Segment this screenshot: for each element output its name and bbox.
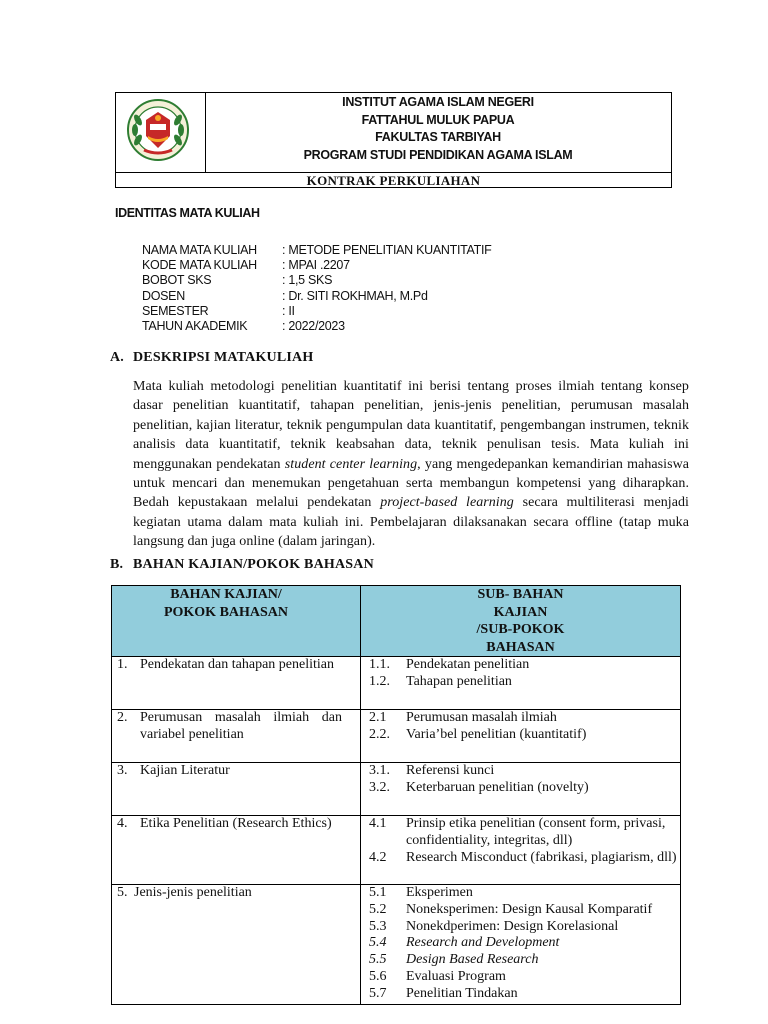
subtopic-number: 5.3: [369, 918, 387, 934]
description-italic: project-based learning: [380, 495, 514, 511]
topic-item: [112, 816, 360, 833]
subtopic-number: 4.1: [369, 816, 387, 831]
subtopic-text: Varia’bel penelitian (kuantitatif): [406, 726, 587, 742]
subtopic-number: 4.2: [369, 849, 387, 865]
description-paragraph: [133, 377, 689, 552]
topic-cell: [112, 710, 361, 763]
institution-line: FATTAHUL MULUK PAPUA: [361, 112, 515, 127]
table-row: [112, 657, 681, 710]
subtopic-number: 5.4: [369, 935, 387, 951]
topic-item: [112, 657, 360, 674]
subtopic-item: [361, 986, 680, 1003]
subtopic-item: [361, 710, 680, 727]
subtopic-cell: [361, 657, 681, 710]
field-label: NAMA MATA KULIAH: [142, 243, 257, 257]
subtopic-number: 5.5: [369, 952, 387, 968]
subtopic-number: 1.1.: [369, 657, 390, 672]
document-title: KONTRAK PERKULIAHAN: [116, 172, 671, 188]
subtopic-text: Research and Development: [406, 935, 560, 951]
field-label: DOSEN: [142, 288, 185, 303]
subtopic-item: [361, 850, 680, 867]
subtopic-item: [361, 780, 680, 797]
subtopic-text: Penelitian Tindakan: [406, 985, 518, 1001]
header-text: BAHASAN: [486, 639, 555, 655]
topic-text: Perumusan masalah ilmiah dan variabel penelitian: [140, 710, 342, 742]
header-text: BAHAN KAJIAN/: [170, 587, 282, 602]
topic-text: Etika Penelitian (Research Ethics): [140, 816, 332, 831]
subtopic-number: 3.2.: [369, 779, 390, 795]
topic-number: 5.: [117, 885, 128, 900]
subtopic-number: 5.1: [369, 885, 387, 900]
section-title: BAHAN KAJIAN/POKOK BAHASAN: [133, 557, 374, 572]
field-value: : 2022/2023: [282, 318, 345, 333]
subtopic-item: [361, 919, 680, 936]
subtopic-text: Eksperimen: [406, 885, 473, 900]
subtopic-number: 2.1: [369, 710, 387, 725]
subtopic-text: Tahapan penelitian: [406, 673, 512, 689]
field-label: TAHUN AKADEMIK: [142, 318, 248, 333]
description-text: Mata kuliah metodologi penelitian kuantitatif ini berisi tentang proses ilmiah tentang konsep dasar penelitian kuantitatif, tahapan penelitian, jenis-jenis penelitian, perumusan masalah penelitian, kajian literatur, teknik pengumpulan data kuantitatif, pengembangan instrumen, teknik analisis data kuantitatif, teknik keabsahan data, teknik penulisan tesis. Mata kuliah ini menggunakan pendekatan: [133, 379, 689, 472]
subtopic-text: Design Based Research: [406, 952, 539, 968]
institution-seal-icon: [126, 98, 190, 162]
section-letter: A.: [110, 350, 125, 365]
topic-item: [112, 885, 360, 902]
subtopic-number: 3.1.: [369, 763, 390, 778]
subtopic-item: [361, 674, 680, 691]
field-value: : METODE PENELITIAN KUANTITATIF: [282, 243, 492, 257]
table-row: [112, 710, 681, 763]
subtopic-text: Research Misconduct (fabrikasi, plagiarism, dll): [406, 849, 677, 865]
subtopic-item: [361, 935, 680, 952]
field-value: : MPAI .2207: [282, 258, 350, 273]
topic-number: 3.: [117, 763, 128, 778]
subtopic-number: 2.2.: [369, 726, 390, 742]
header-text: /SUB-POKOK: [476, 622, 565, 637]
table-header-row: [112, 586, 681, 657]
topic-text: Jenis-jenis penelitian: [134, 885, 252, 900]
topic-cell: [112, 885, 361, 1005]
subtopic-item: [361, 969, 680, 986]
field-value: : II: [282, 303, 295, 318]
header-text: SUB- BAHAN: [477, 587, 564, 602]
subtopic-item: [361, 763, 680, 780]
subtopic-item: [361, 952, 680, 969]
header-cell-topic: [112, 586, 361, 657]
institution-name: [205, 93, 671, 173]
subtopic-item: [361, 816, 680, 850]
description-italic: student center learning: [284, 456, 418, 472]
bahan-kajian-table: [111, 585, 681, 1005]
subtopic-number: 5.7: [369, 985, 387, 1001]
table-row: [112, 816, 681, 885]
subtopic-text: Perumusan masalah ilmiah: [406, 710, 557, 725]
subtopic-text: Prinsip etika penelitian (consent form, privasi, confidentiality, integritas, dll): [406, 816, 666, 848]
header-cell-subtopic: [361, 586, 681, 657]
header-text: POKOK BAHASAN: [163, 604, 289, 620]
subtopic-cell: [361, 763, 681, 816]
subtopic-item: [361, 727, 680, 744]
topic-cell: [112, 657, 361, 710]
program-line: PROGRAM STUDI PENDIDIKAN AGAMA ISLAM: [303, 147, 573, 162]
topic-text: Pendekatan dan tahapan penelitian: [140, 657, 334, 672]
subtopic-cell: [361, 885, 681, 1005]
header-text: KAJIAN: [493, 604, 548, 620]
faculty-line: FAKULTAS TARBIYAH: [375, 130, 501, 144]
subtopic-item: [361, 885, 680, 902]
subtopic-text: Referensi kunci: [406, 763, 495, 778]
identitas-heading: IDENTITAS MATA KULIAH: [115, 206, 260, 220]
table-row: [112, 763, 681, 816]
section-title: DESKRIPSI MATAKULIAH: [133, 350, 314, 365]
subtopic-number: 5.2: [369, 901, 387, 917]
description-text: secara multiliterasi menjadi kegiatan utama dalam mata kuliah ini. Pembelajaran dilaksanakan secara offline (tatap muka langsung dan juga online (dalam jaringan).: [133, 495, 690, 550]
subtopic-text: Keterbaruan penelitian (novelty): [406, 779, 589, 795]
subtopic-item: [361, 902, 680, 919]
field-label: BOBOT SKS: [142, 273, 212, 288]
section-letter: B.: [110, 557, 124, 572]
subtopic-text: Noneksperimen: Design Kausal Komparatif: [406, 901, 653, 917]
subtopic-text: Nonekdperimen: Design Korelasional: [406, 918, 619, 934]
logo-cell: [116, 93, 206, 172]
topic-cell: [112, 763, 361, 816]
subtopic-number: 5.6: [369, 968, 387, 984]
subtopic-cell: [361, 710, 681, 763]
institution-line: INSTITUT AGAMA ISLAM NEGERI: [342, 95, 534, 109]
topic-number: 4.: [117, 816, 128, 831]
subtopic-item: [361, 657, 680, 674]
table-row: [112, 885, 681, 1005]
field-value: : 1,5 SKS: [282, 273, 333, 288]
topic-item: [112, 763, 360, 780]
subtopic-cell: [361, 816, 681, 885]
topic-number: 2.: [117, 710, 128, 725]
field-value: : Dr. SITI ROKHMAH, M.Pd: [282, 288, 428, 303]
subtopic-number: 1.2.: [369, 673, 390, 689]
field-label: SEMESTER: [142, 303, 209, 318]
section-a-heading: [110, 350, 313, 366]
field-label: KODE MATA KULIAH: [142, 258, 257, 273]
subtopic-text: Evaluasi Program: [406, 968, 506, 984]
section-b-heading: [110, 557, 374, 573]
header-box: [115, 92, 672, 188]
topic-text: Kajian Literatur: [140, 763, 230, 778]
subtopic-text: Pendekatan penelitian: [406, 657, 530, 672]
topic-cell: [112, 816, 361, 885]
topic-number: 1.: [117, 657, 128, 672]
topic-item: [112, 710, 360, 744]
description-text: , yang mengedepankan kemandirian mahasiswa untuk mencari dan menemukan pengetahuan serta membangun kompetensi yang diharapkan. Bedah kepustakaan melalui pendekatan: [133, 456, 689, 511]
